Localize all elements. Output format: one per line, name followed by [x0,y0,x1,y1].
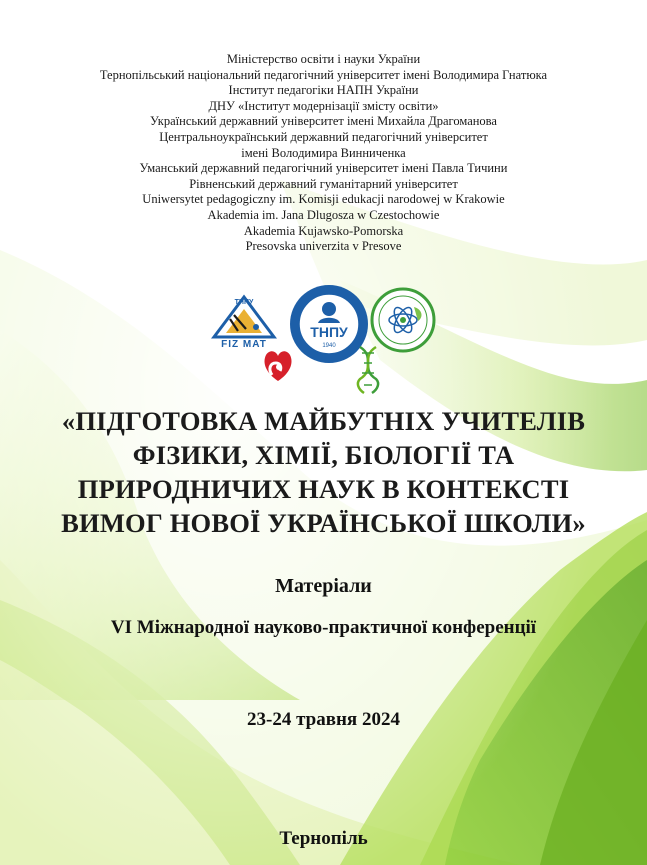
org-line: Центральноукраїнський державний педагогічний університет [159,129,488,144]
organizations-list [0,52,647,255]
title-line: ВИМОГ НОВОЇ УКРАЇНСЬКОЇ ШКОЛИ» [61,508,586,538]
title-line: «ПІДГОТОВКА МАЙБУТНІХ УЧИТЕЛІВ [61,406,586,436]
logos-row [200,283,450,395]
title-line: ФІЗИКИ, ХІМІЇ, БІОЛОГІЇ ТА [132,440,515,470]
org-line: Міністерство освіти і науки України [226,52,421,66]
title-line: ПРИРОДНИЧИХ НАУК В КОНТЕКСТІ [77,474,570,504]
conference-title [0,404,647,540]
org-line: Akademia Kujawsko-Pomorska [243,223,404,238]
org-line: Рівненський державний гуманітарний університет [189,176,458,191]
dna-emblem-icon [348,343,388,395]
org-line: Український державний університет імені Михайла Драгоманова [150,114,497,129]
materials-heading: Матеріали [275,575,372,597]
org-line: Уманський державний педагогічний університет імені Павла Тичини [139,161,508,176]
org-line: ДНУ «Інститут модернізації змісту освіти» [208,98,439,113]
tnpu-seal-text: ТНПУ [310,324,348,340]
city-name: Тернопіль [279,828,368,849]
conference-dates: 23-24 травня 2024 [247,709,400,730]
org-line: Akademia im. Jana Dlugosza w Czestochowie [207,207,440,222]
conference-subtitle: VІ Міжнародної науково-практичної конференції [110,617,537,638]
fizmat-logo-top-text: ТНПУ [234,299,254,306]
org-line: Інститут педагогіки НАПН України [228,83,419,98]
org-line: Uniwersytet pedagogiczny im. Komisji edukacji narodowej w Krakowie [142,192,505,207]
tnpu-seal-year: 1940 [322,343,336,349]
org-line: імені Володимира Винниченка [241,145,406,160]
fizmat-logo-text: FIZ MAT [221,339,267,349]
org-line: Тернопільський національний педагогічний університет імені Володимира Гнатюка [99,67,548,82]
org-line: Presovska univerzita v Presove [245,239,402,254]
fizmat-logo-icon [208,293,280,349]
